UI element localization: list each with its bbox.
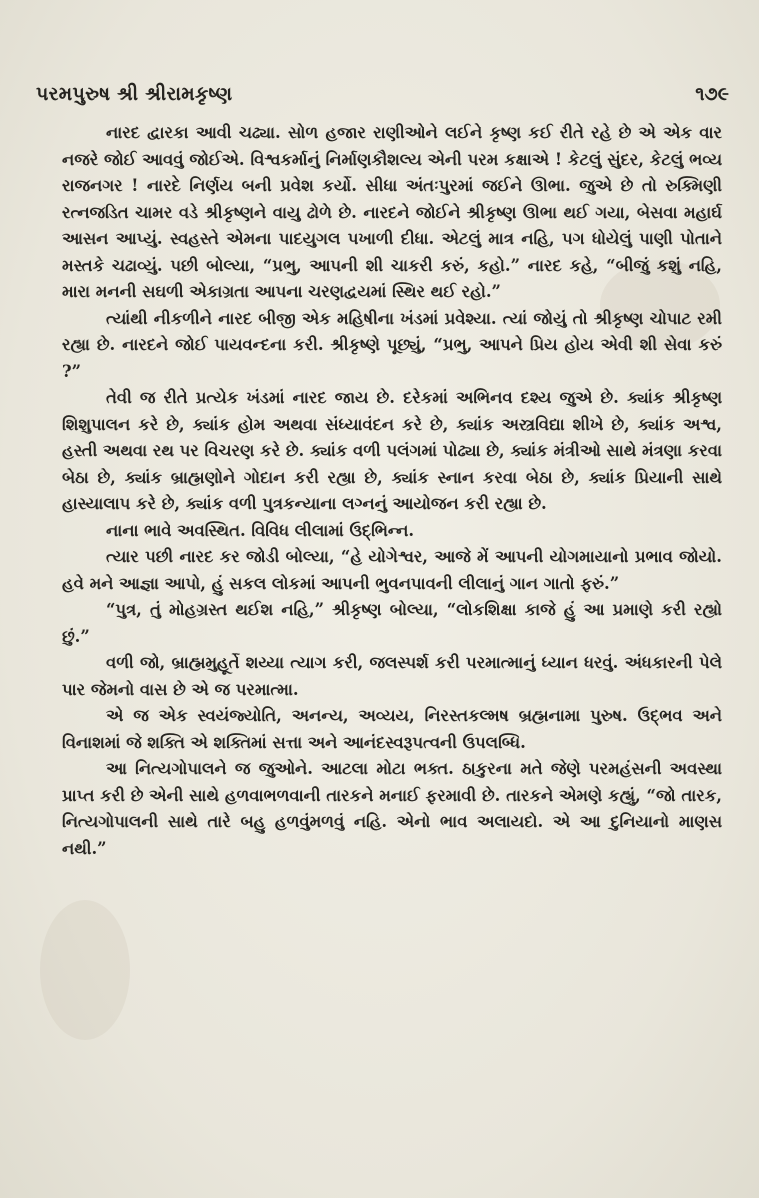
running-head: પરમપુરુષ શ્રી શ્રીરામકૃષ્ણ — [36, 83, 233, 105]
paragraph: “પુત્ર, તું મોહગ્રસ્ત થઈશ નહિ,” શ્રીકૃષ્ણ બોલ્યા, “લોકશિક્ષા કાજે હું આ પ્રમાણે કરી રહ્યો છું.” — [62, 600, 722, 646]
paper-stain — [40, 900, 130, 1040]
paragraph: એ જ એક સ્વયંજ્યોતિ, અનન્ય, અવ્યય, નિરસ્તકલ્મષ બ્રહ્મનામા પુરુષ. ઉદ્‌ભવ અને વિનાશમાં જે શક્તિ એ શક્તિમાં સત્તા અને આનંદસ્વરૂપત્વની ઉપલબ્ધિ. — [62, 706, 722, 752]
paragraph: નારદ દ્વારકા આવી ચઢ્યા. સોળ હજાર રાણીઓને લઈને કૃષ્ણ કઈ રીતે રહે છે એ એક વાર નજરે જોઈ આવવું જોઈએ. વિશ્વકર્માનું નિર્માણકૌશલ્ય એની પરમ કક્ષાએ ! કેટલું સુંદર, કેટલું ભવ્ય રાજનગર ! નારદે નિર્ણય બની પ્રવેશ કર્યો. સીધા અંતઃપુરમાં જઈને ઊભા. જુએ છે તો રુક્મિણી રત્નજડિત ચામર વડે શ્રીકૃષ્ણને વાયુ ઢોળે છે. નારદને જોઈને શ્રીકૃષ્ણ ઊભા થઈ ગયા, બેસવા મહાર્ઘ આસન આપ્યું. સ્વહસ્તે એમના પાદયુગલ પખાળી દીધા. એટલું માત્ર નહિ, પગ ધોયેલું પાણી પોતાને મસ્તકે ચઢાવ્યું. પછી બોલ્યા, “પ્રભુ, આપની શી ચાકરી કરું, કહો.” નારદ કહે, “બીજું કશું નહિ, મારા મનની સઘળી એકાગ્રતા આપના ચરણદ્વયમાં સ્થિર થઈ રહો.” — [62, 123, 722, 301]
paragraph: તેવી જ રીતે પ્રત્યેક ખંડમાં નારદ જાય છે. દરેકમાં અભિનવ દશ્ય જુએ છે. ક્યાંક શ્રીકૃષ્ણ શિશુપાલન કરે છે, ક્યાંક હોમ અથવા સંધ્યાવંદન કરે છે, ક્યાંક અસ્ત્રવિદ્યા શીખે છે, ક્યાંક અશ્વ, હસ્તી અથવા રથ પર વિચરણ કરે છે. ક્યાંક વળી પલંગમાં પોઢ્યા છે, ક્યાંક મંત્રીઓ સાથે મંત્રણા કરવા બેઠા છે, ક્યાંક બ્રાહ્મણોને ગોદાન કરી રહ્યા છે, ક્યાંક સ્નાન કરવા બેઠા છે, ક્યાંક પ્રિયાની સાથે હાસ્યાલાપ કરે છે, ક્યાંક વળી પુત્રકન્યાના લગ્નનું આયોજન કરી રહ્યા છે. — [62, 388, 722, 513]
page-number: ૧૭૯ — [695, 83, 729, 105]
page-header — [36, 80, 729, 108]
body-text — [62, 120, 722, 862]
paragraph: નાના ભાવે અવસ્થિત. વિવિધ લીલામાં ઉદ્‌ભિન્ન. — [106, 520, 415, 540]
paragraph: ત્યાંથી નીકળીને નારદ બીજી એક મહિષીના ખંડમાં પ્રવેશ્યા. ત્યાં જોયું તો શ્રીકૃષ્ણ ચોપાટ રમી રહ્યા છે. નારદને જોઈ પાયવન્દના કરી. શ્રીકૃષ્ણે પૂછ્યું, “પ્રભુ, આપને પ્રિય હોય એવી શી સેવા કરું ?” — [62, 308, 722, 381]
paragraph: વળી જો, બ્રાહ્મમુહૂર્તે શય્યા ત્યાગ કરી, જલસ્પર્શ કરી પરમાત્માનું ધ્યાન ધરવું. અંધકારની પેલે પાર જેમનો વાસ છે એ જ પરમાત્મા. — [62, 653, 722, 699]
paragraph: ત્યાર પછી નારદ કર જોડી બોલ્યા, “હે યોગેશ્વર, આજે મેં આપની યોગમાયાનો પ્રભાવ જોયો. હવે મને આજ્ઞા આપો, હું સકલ લોકમાં આપની ભુવનપાવની લીલાનું ગાન ગાતો ફરું.” — [62, 547, 722, 593]
paragraph: આ નિત્યગોપાલને જ જુઓને. આટલા મોટા ભક્ત. ઠાકુરના મતે જેણે પરમહંસની અવસ્થા પ્રાપ્ત કરી છે એની સાથે હળવાભળવાની તારકને મનાઈ ફરમાવી છે. તારકને એમણે કહ્યું, “જો તારક, નિત્યગોપાલની સાથે તારે બહુ હળવુંમળવું નહિ. એનો ભાવ અલાયદો. એ આ દુનિયાનો માણસ નથી.” — [62, 759, 722, 858]
